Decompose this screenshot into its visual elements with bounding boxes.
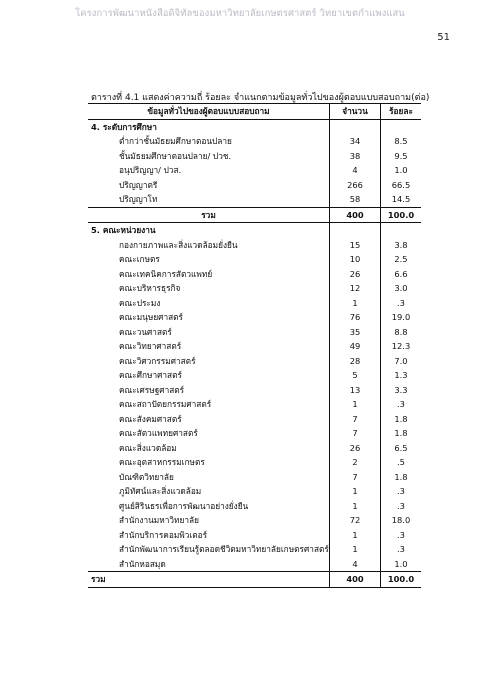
table-row [88,455,421,470]
empty-cell [330,223,381,238]
table-row [88,484,421,499]
row-label: สำนักงานมหาวิทยาลัย [88,513,330,528]
row-count: 7 [330,412,381,427]
table-row [88,441,421,456]
row-label: คณะเกษตร [88,252,330,267]
table-row [88,339,421,354]
table-row [88,354,421,369]
row-percent: 8.5 [394,136,408,146]
row-label: คณะมนุษยศาสตร์ [88,310,330,325]
row-percent: 7.0 [394,355,408,366]
row-percent: 14.5 [391,194,411,204]
row-label: คณะบริหารธุรกิจ [88,281,330,296]
table-row [88,528,421,543]
row-percent: 1.3 [394,370,408,380]
running-header: โครงการพัฒนาหนังสือดิจิทัลของมหาวิทยาลัยเกษตรศาสตร์ วิทยาเขตกำแพงแสน [75,8,405,19]
row-count: 2 [330,455,381,470]
row-count: 49 [330,339,381,354]
row-label: สำนักพัฒนาการเรียนรู้ตลอดชีวิตมหาวิทยาลัยเกษตรศาสตร์ [88,542,330,557]
table-row [88,149,421,164]
table-row [88,557,421,572]
row-label: คณะเทคนิคการสัตวแพทย์ [88,267,330,282]
empty-cell [381,223,422,238]
row-percent: 6.6 [394,268,408,279]
table-row [88,296,421,311]
row-label: ภูมิทัศน์และสิ่งแวดล้อม [88,484,330,499]
row-label: คณะสังคมศาสตร์ [88,412,330,427]
row-percent: 12.3 [391,341,411,351]
row-count: 76 [330,310,381,325]
table-row [88,281,421,296]
table-row [88,397,421,412]
row-count: 26 [330,267,381,282]
row-count: 38 [330,149,381,164]
row-percent: 3.3 [394,384,408,395]
row-label: คณะวิทยาศาสตร์ [88,339,330,354]
row-percent: 3.8 [394,239,408,250]
row-percent: .3 [397,297,405,308]
section-title-row [88,119,421,134]
data-table [88,103,421,588]
row-percent: .3 [397,529,405,540]
row-count: 4 [330,163,381,178]
section-title: 4. ระดับการศึกษา [88,119,330,134]
row-label: คณะวนศาสตร์ [88,325,330,340]
row-count: 28 [330,354,381,369]
row-percent: .3 [397,399,405,409]
total-label: รวม [88,207,330,223]
row-count: 266 [330,178,381,193]
table-caption: ตารางที่ 4.1 แสดงค่าความถี่ ร้อยละ จำแนกตามข้อมูลทั่วไปของผู้ตอบแบบสอบถาม(ต่อ) [91,93,430,103]
table-row [88,238,421,253]
header-percent: ร้อยละ [381,104,422,120]
row-percent: 8.8 [394,326,408,337]
total-count: 400 [330,572,381,588]
row-percent: 1.8 [394,428,408,438]
row-count: 10 [330,252,381,267]
row-percent: 9.5 [394,150,408,161]
row-count: 1 [330,499,381,514]
row-percent: 2.5 [394,254,408,264]
row-label: สำนักบริการคอมพิวเตอร์ [88,528,330,543]
table-row [88,499,421,514]
row-label: ปริญญาตรี [88,178,330,193]
row-count: 5 [330,368,381,383]
row-count: 58 [330,192,381,207]
row-percent: 6.5 [394,442,408,453]
row-label: คณะสถาปัตยกรรมศาสตร์ [88,397,330,412]
table-row [88,542,421,557]
total-row [88,572,421,588]
table-row [88,252,421,267]
row-percent: 19.0 [391,312,411,322]
row-label: บัณฑิตวิทยาลัย [88,470,330,485]
total-percent: 100.0 [381,207,422,223]
row-label: ชั้นมัธยมศึกษาตอนปลาย/ ปวช. [88,149,330,164]
row-count: 35 [330,325,381,340]
table-row [88,426,421,441]
row-percent: .3 [397,544,405,554]
row-count: 1 [330,397,381,412]
table-row [88,134,421,149]
page-number: 51 [437,32,450,43]
table-row [88,325,421,340]
header-count: จำนวน [330,104,381,120]
row-percent: 1.8 [394,413,408,424]
table-row [88,470,421,485]
table-row [88,178,421,193]
row-percent: 1.0 [394,165,408,175]
empty-cell [381,119,422,134]
row-label: อนุปริญญา/ ปวส. [88,163,330,178]
table-row [88,383,421,398]
row-label: คณะศึกษาศาสตร์ [88,368,330,383]
subtotal-row [88,207,421,223]
row-count: 1 [330,528,381,543]
row-count: 72 [330,513,381,528]
row-count: 26 [330,441,381,456]
row-percent: 66.5 [391,179,411,190]
row-label: คณะอุตสาหกรรมเกษตร [88,455,330,470]
row-label: คณะสัตวแพทยศาสตร์ [88,426,330,441]
table-row [88,163,421,178]
row-label: กองกายภาพและสิ่งแวดล้อมยั่งยืน [88,238,330,253]
table-row [88,368,421,383]
total-percent: 100.0 [381,572,422,588]
row-percent: .5 [397,457,405,467]
section-title: 5. คณะหน่วยงาน [88,223,330,238]
header-info: ข้อมูลทั่วไปของผู้ตอบแบบสอบถาม [88,104,330,120]
table-row [88,513,421,528]
row-count: 34 [330,134,381,149]
row-label: คณะสิ่งแวดล้อม [88,441,330,456]
row-label: สำนักหอสมุด [88,557,330,572]
row-count: 4 [330,557,381,572]
row-count: 1 [330,296,381,311]
section-title-row [88,223,421,238]
table-row [88,412,421,427]
table-row [88,267,421,282]
table-row [88,310,421,325]
table-row [88,192,421,207]
empty-cell [330,119,381,134]
row-label: ปริญญาโท [88,192,330,207]
row-count: 13 [330,383,381,398]
row-percent: .3 [397,486,405,496]
total-label: รวม [88,572,330,588]
row-percent: 3.0 [394,283,408,293]
row-percent: .3 [397,500,405,511]
row-label: ศูนย์สิรินธรเพื่อการพัฒนาอย่างยั่งยืน [88,499,330,514]
row-label: คณะประมง [88,296,330,311]
row-count: 1 [330,484,381,499]
row-label: คณะเศรษฐศาสตร์ [88,383,330,398]
total-count: 400 [330,207,381,223]
row-label: ต่ำกว่าชั้นมัธยมศึกษาตอนปลาย [88,134,330,149]
row-percent: 18.0 [391,515,411,525]
row-count: 12 [330,281,381,296]
row-percent: 1.8 [394,471,408,482]
row-percent: 1.0 [394,558,408,569]
row-count: 7 [330,426,381,441]
row-count: 1 [330,542,381,557]
table-header-row [88,104,421,120]
row-count: 7 [330,470,381,485]
row-label: คณะวิศวกรรมศาสตร์ [88,354,330,369]
row-count: 15 [330,238,381,253]
